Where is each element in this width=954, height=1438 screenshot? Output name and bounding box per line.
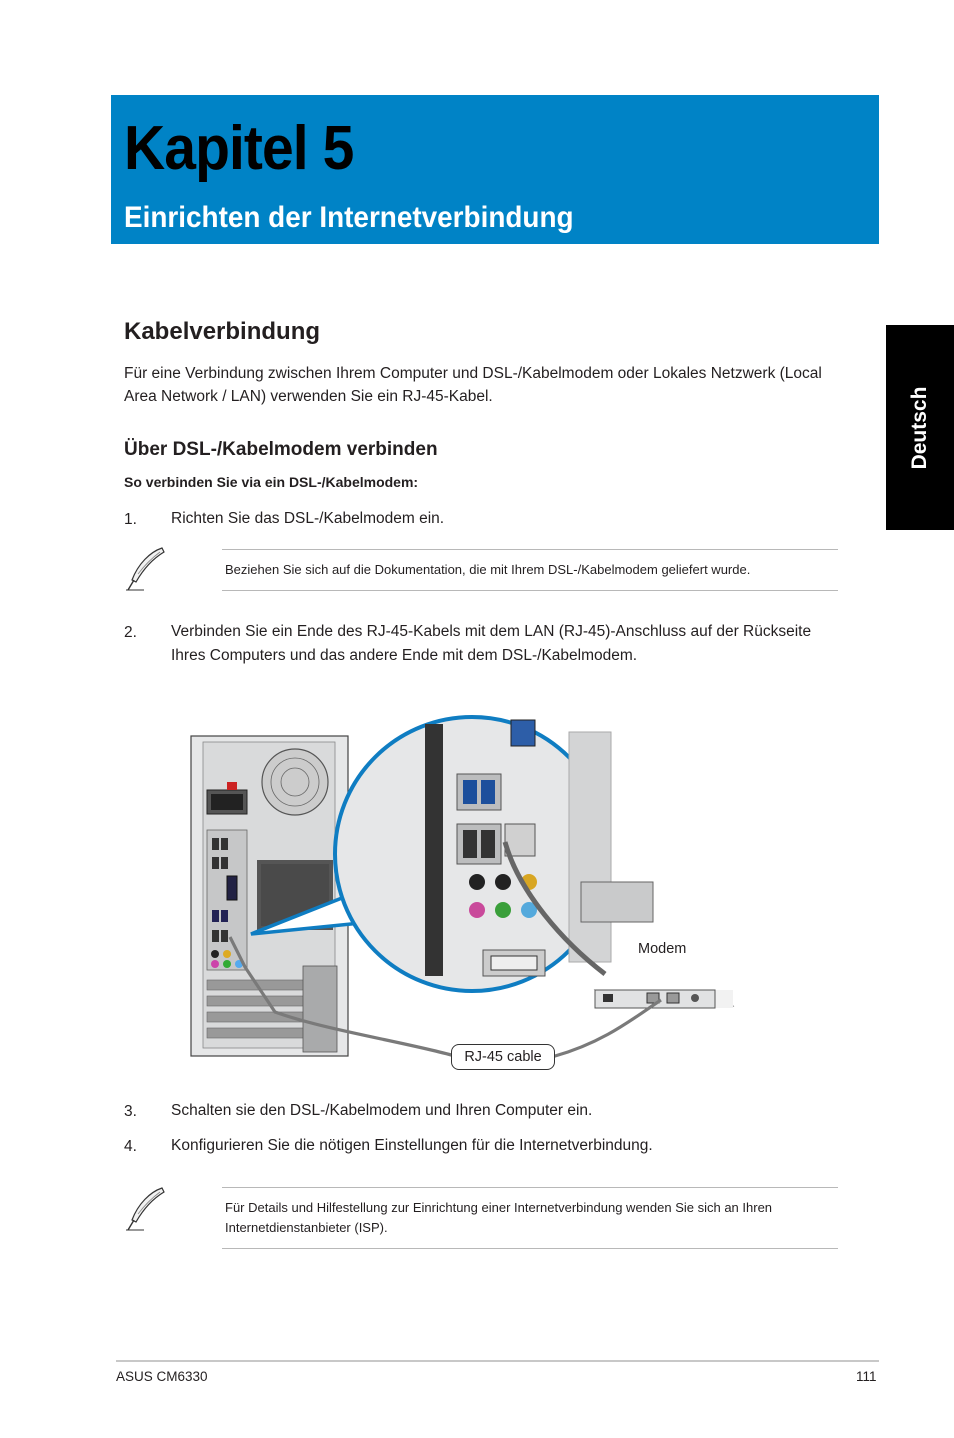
language-tab bbox=[886, 325, 954, 530]
footer-divider bbox=[116, 1360, 879, 1362]
step-text: Schalten sie den DSL-/Kabelmodem und Ihren Computer ein. bbox=[171, 1102, 593, 1119]
pen-icon bbox=[124, 546, 168, 597]
pc-rear-panel bbox=[191, 736, 348, 1056]
step-number: 4. bbox=[124, 1138, 137, 1155]
page-number: 111 bbox=[856, 1369, 877, 1384]
note-text: Beziehen Sie sich auf die Dokumentation, die mit Ihrem DSL-/Kabelmodem geliefert wurde. bbox=[225, 562, 751, 577]
modem bbox=[595, 990, 733, 1008]
language-tab-label: Deutsch bbox=[908, 386, 931, 469]
pen-icon bbox=[124, 1186, 168, 1237]
step-number: 1. bbox=[124, 511, 137, 528]
port-zoom-view bbox=[335, 717, 653, 991]
note-box bbox=[222, 1187, 838, 1249]
step-text: Konfigurieren Sie die nötigen Einstellungen für die Internetverbindung. bbox=[171, 1137, 653, 1154]
footer-product: ASUS CM6330 bbox=[116, 1369, 208, 1384]
section-heading: Kabelverbindung bbox=[124, 318, 321, 345]
subsection-heading: Über DSL-/Kabelmodem verbinden bbox=[124, 439, 438, 460]
note-text: Für Details und Hilfestellung zur Einrichtung einer Internetverbindung wenden Sie sich an Ihren Internetdienstanbieter (ISP). bbox=[225, 1200, 773, 1235]
step-text: Verbinden Sie ein Ende des RJ-45-Kabels mit dem LAN (RJ-45)-Anschluss auf der Rückseite Ihres Computers und das andere Ende mit dem DSL-/Kabelmodem. bbox=[171, 623, 812, 664]
chapter-title: Kapitel 5 bbox=[124, 114, 354, 183]
step-number: 3. bbox=[124, 1103, 137, 1120]
note-box bbox=[222, 549, 838, 591]
cable-label: RJ-45 cable bbox=[451, 1044, 555, 1070]
connection-diagram bbox=[185, 712, 755, 1072]
section-intro: Für eine Verbindung zwischen Ihrem Computer und DSL-/Kabelmodem oder Lokales Netzwerk (Local Area Network / LAN) verwenden Sie ein RJ-45-Kabel. bbox=[124, 365, 822, 405]
step-text: Richten Sie das DSL-/Kabelmodem ein. bbox=[171, 510, 445, 527]
step-number: 2. bbox=[124, 624, 137, 641]
procedure-title: So verbinden Sie via ein DSL-/Kabelmodem: bbox=[124, 474, 419, 490]
chapter-subtitle: Einrichten der Internetverbindung bbox=[124, 201, 574, 234]
modem-label: Modem bbox=[638, 941, 687, 957]
